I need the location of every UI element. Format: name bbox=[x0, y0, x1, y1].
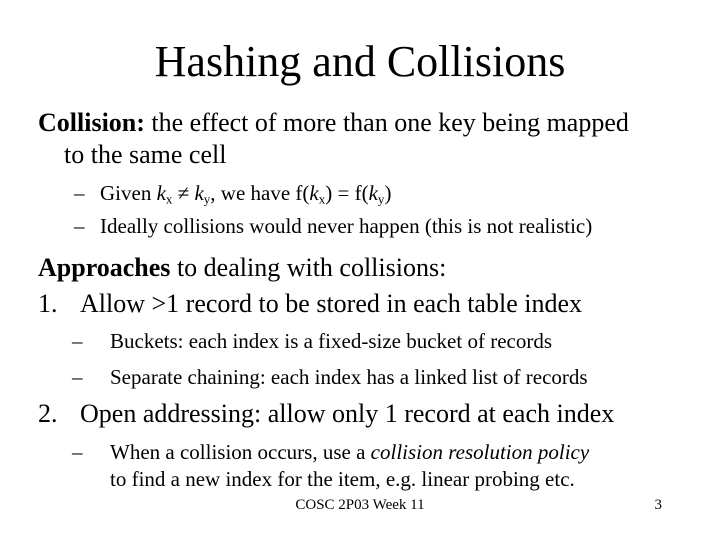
collision-term: Collision: bbox=[38, 108, 145, 137]
collision-definition-text: the effect of more than one key being mapped bbox=[144, 108, 629, 137]
collision-resolution-policy-term: collision resolution policy bbox=[370, 440, 590, 464]
approaches-term: Approaches bbox=[38, 253, 171, 282]
footer-page-number: 3 bbox=[654, 497, 662, 513]
approach-number: 1. bbox=[38, 289, 58, 318]
approach-2-text: Open addressing: allow only 1 record at each index bbox=[80, 399, 615, 428]
approach-1-bucket-item: Buckets: each index is a fixed-size bucket of records bbox=[110, 329, 552, 353]
bullet-dash: – bbox=[74, 181, 85, 205]
bullet-dash: – bbox=[72, 440, 83, 464]
approaches-heading: Approaches to dealing with collisions: bbox=[38, 253, 447, 282]
collision-definition-line-1 bbox=[38, 108, 629, 138]
approach-1-chaining-item: Separate chaining: each index has a linked list of records bbox=[110, 365, 588, 389]
approach-number: 2. bbox=[38, 399, 58, 428]
collision-definition-line-2: to the same cell bbox=[64, 140, 227, 169]
footer-course-label: COSC 2P03 Week 11 bbox=[295, 497, 425, 513]
collision-bullet-formula: Given $k_x \ne k_y$, we have $f(k_x) = f(k_y)$ bbox=[100, 181, 392, 207]
bullet-dash: – bbox=[74, 214, 85, 238]
bullet-dash: – bbox=[72, 365, 83, 389]
approach-1-text: Allow >1 record to be stored in each table index bbox=[80, 289, 582, 318]
approach-2-policy-line-2: to find a new index for the item, e.g. linear probing etc. bbox=[110, 467, 575, 491]
approach-2-policy-line-1: When a collision occurs, use a collision resolution policy bbox=[110, 440, 590, 464]
bullet-dash: – bbox=[72, 329, 83, 353]
collision-bullet-realistic: Ideally collisions would never happen (this is not realistic) bbox=[100, 214, 593, 238]
slide-title: Hashing and Collisions bbox=[154, 37, 566, 86]
